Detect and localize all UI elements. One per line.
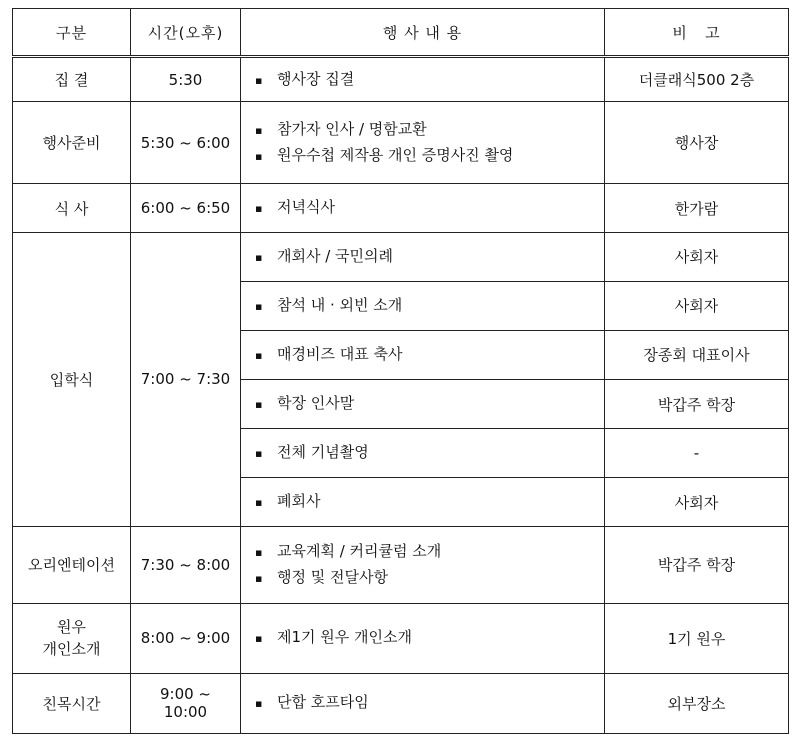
bullet-icon: ▪ bbox=[255, 348, 263, 362]
bullet-icon: ▪ bbox=[255, 250, 263, 264]
table-row bbox=[13, 102, 789, 184]
list-item: ▪ 참석 내 · 외빈 소개 bbox=[255, 293, 598, 319]
table-row bbox=[13, 527, 789, 603]
note-cell: - bbox=[605, 429, 789, 478]
header-note: 비 고 bbox=[605, 9, 789, 57]
note-cell: 박갑주 학장 bbox=[605, 379, 789, 428]
bullet-icon: ▪ bbox=[255, 496, 263, 510]
note-cell: 박갑주 학장 bbox=[605, 527, 789, 603]
header-category: 구분 bbox=[13, 9, 131, 57]
content-cell bbox=[241, 102, 605, 184]
bullet-icon: ▪ bbox=[255, 202, 263, 216]
content-cell bbox=[241, 429, 605, 478]
list-item: ▪ 제1기 원우 개인소개 bbox=[255, 625, 598, 651]
bullet-icon: ▪ bbox=[255, 299, 263, 313]
header-content: 행 사 내 용 bbox=[241, 9, 605, 57]
table-row bbox=[13, 57, 789, 102]
category-cell: 입학식 bbox=[13, 232, 131, 527]
note-cell: 한가람 bbox=[605, 184, 789, 232]
content-cell bbox=[241, 603, 605, 673]
note-cell: 행사장 bbox=[605, 102, 789, 184]
list-item: ▪ 전체 기념촬영 bbox=[255, 440, 598, 466]
category-cell: 원우 개인소개 bbox=[13, 603, 131, 673]
time-cell: 9:00 ~ 10:00 bbox=[131, 673, 241, 733]
note-cell: 장종회 대표이사 bbox=[605, 330, 789, 379]
bullet-icon: ▪ bbox=[255, 632, 263, 646]
category-cell: 집 결 bbox=[13, 57, 131, 102]
table-row bbox=[13, 603, 789, 673]
list-item: ▪ 폐회사 bbox=[255, 489, 598, 515]
content-cell bbox=[241, 379, 605, 428]
table-row bbox=[13, 184, 789, 232]
bullet-icon: ▪ bbox=[255, 149, 263, 163]
category-cell: 친목시간 bbox=[13, 673, 131, 733]
note-cell: 1기 원우 bbox=[605, 603, 789, 673]
bullet-icon: ▪ bbox=[255, 398, 263, 412]
note-cell: 더클래식500 2층 bbox=[605, 57, 789, 102]
table-row bbox=[13, 232, 789, 281]
bullet-icon: ▪ bbox=[255, 571, 263, 585]
list-item: ▪ 참가자 인사 / 명함교환 bbox=[255, 117, 598, 143]
note-cell: 사회자 bbox=[605, 478, 789, 527]
bullet-icon: ▪ bbox=[255, 73, 263, 87]
content-cell bbox=[241, 330, 605, 379]
list-item: ▪ 개회사 / 국민의례 bbox=[255, 244, 598, 270]
content-cell bbox=[241, 184, 605, 232]
category-cell: 오리엔테이션 bbox=[13, 527, 131, 603]
content-cell bbox=[241, 527, 605, 603]
content-cell bbox=[241, 232, 605, 281]
bullet-icon: ▪ bbox=[255, 123, 263, 137]
content-cell bbox=[241, 281, 605, 330]
content-cell bbox=[241, 57, 605, 102]
category-cell: 식 사 bbox=[13, 184, 131, 232]
time-cell: 5:30 bbox=[131, 57, 241, 102]
list-item: ▪ 행정 및 전달사항 bbox=[255, 565, 598, 591]
list-item: ▪ 저녁식사 bbox=[255, 195, 598, 221]
time-cell: 5:30 ~ 6:00 bbox=[131, 102, 241, 184]
time-cell: 7:00 ~ 7:30 bbox=[131, 232, 241, 527]
list-item: ▪ 행사장 집결 bbox=[255, 67, 598, 93]
schedule-table bbox=[12, 8, 789, 734]
bullet-icon: ▪ bbox=[255, 697, 263, 711]
bullet-icon: ▪ bbox=[255, 545, 263, 559]
content-cell bbox=[241, 673, 605, 733]
list-item: ▪ 학장 인사말 bbox=[255, 391, 598, 417]
bullet-icon: ▪ bbox=[255, 447, 263, 461]
content-cell bbox=[241, 478, 605, 527]
time-cell: 6:00 ~ 6:50 bbox=[131, 184, 241, 232]
list-item: ▪ 매경비즈 대표 축사 bbox=[255, 342, 598, 368]
note-cell: 외부장소 bbox=[605, 673, 789, 733]
note-cell: 사회자 bbox=[605, 281, 789, 330]
header-time: 시간(오후) bbox=[131, 9, 241, 57]
category-cell: 행사준비 bbox=[13, 102, 131, 184]
note-cell: 사회자 bbox=[605, 232, 789, 281]
list-item: ▪ 단합 호프타임 bbox=[255, 690, 598, 716]
header-row bbox=[13, 9, 789, 57]
list-item: ▪ 원우수첩 제작용 개인 증명사진 촬영 bbox=[255, 143, 598, 169]
time-cell: 7:30 ~ 8:00 bbox=[131, 527, 241, 603]
table-row bbox=[13, 673, 789, 733]
time-cell: 8:00 ~ 9:00 bbox=[131, 603, 241, 673]
list-item: ▪ 교육계획 / 커리큘럼 소개 bbox=[255, 539, 598, 565]
